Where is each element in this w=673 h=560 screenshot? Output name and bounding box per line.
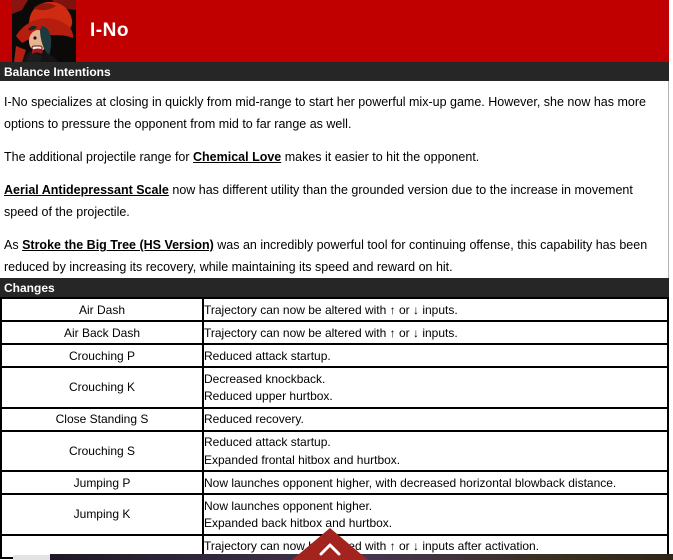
move-name-cell <box>1 321 203 344</box>
change-line: Now launches opponent higher, with decreased horizontal blowback distance. <box>204 475 617 490</box>
move-name: Air Dash <box>78 302 125 317</box>
paragraph-text: now has different utility than the grounded version due to the increase in movement speed of the projectile. <box>4 183 633 219</box>
chevron-up-icon <box>319 543 341 556</box>
move-changes-cell <box>203 471 668 494</box>
change-line: Expanded back hitbox and hurtbox. <box>204 516 393 530</box>
intentions-paragraph <box>4 179 662 223</box>
move-name-cell <box>1 494 203 535</box>
change-line: Reduced attack startup. <box>204 435 331 449</box>
change-line: Expanded frontal hitbox and hurtbox. <box>204 452 401 467</box>
move-name-cell <box>1 298 203 321</box>
intentions-paragraph <box>4 234 662 278</box>
move-name: Crouching K <box>68 380 136 395</box>
table-row <box>1 408 668 431</box>
change-line: Trajectory can now be altered with ↑ or ↓ inputs. <box>204 325 458 340</box>
move-changes-cell <box>203 298 668 321</box>
move-name: Jumping P <box>73 475 131 490</box>
move-name: Air Back Dash <box>63 325 141 340</box>
intentions-paragraph <box>4 91 662 135</box>
page-title: I-No <box>90 20 129 41</box>
balance-intentions-heading-bar <box>0 62 669 81</box>
balance-intentions-section <box>0 81 669 278</box>
move-name: Jumping K <box>73 507 131 522</box>
change-line: Reduced attack startup. <box>204 348 331 363</box>
character-header <box>0 0 669 62</box>
move-name-cell <box>1 367 203 408</box>
paragraph-text: I-No specializes at closing in quickly from mid-range to start her powerful mix-up game. However, she now has more options to pressure the opponent from mid to far range as well. <box>4 95 646 131</box>
table-row <box>1 471 668 494</box>
change-line: Trajectory can now be altered with ↑ or ↓ inputs after activation. <box>204 539 540 553</box>
change-line: Reduced upper hurtbox. <box>204 389 333 403</box>
character-portrait <box>12 0 76 62</box>
move-name: Crouching S <box>68 443 136 458</box>
move-name-emphasis: Chemical Love <box>193 150 282 164</box>
move-changes-cell <box>203 344 668 367</box>
changes-heading: Changes <box>4 280 55 295</box>
move-name: Close Standing S <box>55 412 149 426</box>
scroll-to-top-button[interactable] <box>292 528 368 560</box>
changes-heading-bar <box>0 278 669 297</box>
paragraph-text: was an incredibly powerful tool for continuing offense, this capability has been reduced by increasing its recovery, while maintaining its speed and reward on hit. <box>4 238 648 274</box>
paragraph-text: The additional projectile range for <box>4 150 194 164</box>
change-line: Decreased knockback. <box>204 371 326 386</box>
move-changes-cell <box>203 367 668 408</box>
paragraph-text: As <box>4 238 23 252</box>
move-name-cell <box>1 431 203 472</box>
table-row <box>1 321 668 344</box>
changes-table <box>0 297 669 559</box>
move-name: Crouching P <box>68 348 136 363</box>
table-row <box>1 344 668 367</box>
move-changes-cell <box>203 494 668 535</box>
move-name-emphasis: Aerial Antidepressant Scale <box>4 183 169 197</box>
move-name-cell <box>1 471 203 494</box>
change-line: Trajectory can now be altered with ↑ or ↓ inputs. <box>204 302 458 317</box>
move-name-cell <box>1 344 203 367</box>
table-row <box>1 298 668 321</box>
table-row <box>1 367 668 408</box>
table-row <box>1 431 668 472</box>
balance-intentions-heading: Balance Intentions <box>4 64 111 79</box>
taskbar-edge-light <box>13 555 50 560</box>
move-changes-cell <box>203 431 668 472</box>
intentions-paragraph <box>4 146 662 168</box>
move-changes-cell <box>203 321 668 344</box>
change-line: Now launches opponent higher. <box>204 498 373 513</box>
move-name-emphasis: Stroke the Big Tree (HS Version) <box>22 238 214 252</box>
paragraph-text: makes it easier to hit the opponent. <box>281 150 480 164</box>
move-name-cell <box>1 408 203 431</box>
move-changes-cell <box>203 408 668 431</box>
change-line: Reduced recovery. <box>204 412 304 426</box>
